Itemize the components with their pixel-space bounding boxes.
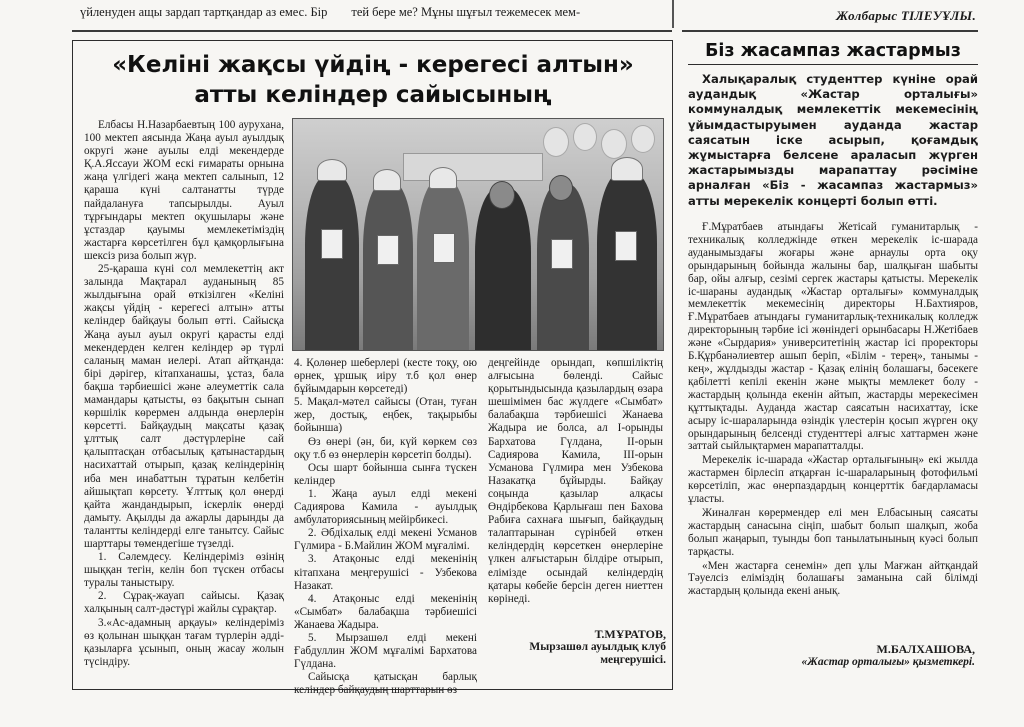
previous-article-line-2: тей бере ме? Мұны шұғыл тежемесек мем- (351, 5, 581, 19)
contestant-figure (305, 175, 359, 350)
balloon-decoration (543, 127, 569, 157)
left-article-column-3 (488, 357, 663, 606)
left-article-headline (78, 50, 668, 110)
signature-role: Мырзашөл ауылдық клуб меңгерушісі. (529, 641, 666, 666)
paragraph: Өз өнері (ән, би, күй көркем сөз оқу т.б өз өнерлерін көрсетіп болды). (294, 435, 477, 461)
column-divider (672, 0, 674, 28)
paragraph: 4. Атақоныс елді мекенінің «Сымбат» балабақша тәрбиешісі Жанаева Жадыра. (294, 592, 477, 631)
certificate (433, 233, 455, 263)
paragraph: Жиналған көрермендер елі мен Елбасының саясаты жастардың санасына сіңіп, шабыт болып шалқып, жоба болып жаңарып, туынды боп танылатынының куәсі болып тарқасты. (688, 506, 978, 558)
right-article-signature (760, 643, 975, 669)
paragraph: Мерекелік іс-шарада «Жастар орталығының» екі жылда жастармен бірлесіп атқарған іс-шараларының фотофильмі көрсетіліп, жас өнерпаздардың концерттік бағдарламасы ұласты. (688, 454, 978, 506)
contestant-hat (611, 157, 643, 181)
headline-line-1: «Келіні жақсы үйдің - керегесі алтын» (112, 52, 634, 78)
contestant-hat (429, 167, 457, 189)
contestant-hat (317, 159, 347, 181)
paragraph: 2. Сұрақ-жауап сайысы. Қазақ халқының салт-дәстүрі жайлы сұрақтар. (84, 590, 284, 616)
certificate (321, 229, 343, 259)
paragraph: 2. Әбдіхалық елді мекені Усманов Гүлмира - Б.Майлин ЖОМ мұғалімі. (294, 527, 477, 553)
paragraph: Ғ.Мұратбаев атындағы Жетісай гуманитарлық - техникалық колледжінде өткен мерекелік іс-шарада ауданымыздағы жоғары және арнаулы орта оқу орындарының бойында жалыны бар, шалқыған шабыты бар, ойы алғыр, сезімі сергек жастары қатысты. Мерекелік іс-шараны аудандық «Жастар орталығы» коммуналдық мемлекеттік мекемесінің директоры Н.Бахтияров, Ғ.Мұратбаев атындағы гуманитарлық-техникалық колледж директорының тәрбие ісі жөніндегі орынбасары Н.Жетібаев және «Сырдария» университетінің жастар ісі проректоры Б.Құрбанәлиевтер ашып беріп, «Білім - терең», танымы - кең», жұлдызды жастар - Қазақ елінің болашағы, бәсекеге қабілетті кепілі екенін және мықты мемлекет болу - жастардың қолында екенін айтып, жастарды мерекесімен құттықтады. Ауданда жастар саясатын насихаттау, іске асыру іс-шараларында өзіндік үлестерін қосып жүрген оқу орындарының белсенді студенттері алғыс хаттармен және заттай сыйлықтармен марапатталды. (688, 221, 978, 453)
stage-banner (403, 153, 543, 181)
paragraph: Осы шарт бойынша сынға түскен келіндер (294, 461, 477, 487)
balloon-decoration (631, 125, 655, 153)
previous-article-tail (80, 2, 680, 22)
contestant-head (549, 175, 573, 201)
previous-article-author: Жолбарыс ТІЛЕУҰЛЫ. (836, 8, 976, 23)
signature-name: М.БАЛХАШОВА, (876, 642, 975, 656)
signature-role: «Жастар орталығы» қызметкері. (801, 656, 975, 668)
lead-paragraph: Халықаралық студенттер күніне орай аудандық «Жастар орталығы» коммуналдық мемлекеттік мекемесінің ұйымдастыруымен ауданда жастар саясатын іске асырып, қоғамдық жұмыстарға белсене араласып жүрген жастарымызды марапаттау рәсіміне арналған «Біз - жасампаз жастармыз» атты мерекелік концерті болып өтті. (688, 72, 978, 208)
paragraph: 5. Мақал-мәтел сайысы (Отан, туған жер, достық, еңбек, тақырыбы бойынша) (294, 396, 477, 435)
paragraph: 5. Мырзашөл елді мекені Ғабдуллин ЖОМ мұғалімі Бархатова Гүлдана. (294, 631, 477, 671)
balloon-decoration (573, 123, 597, 151)
left-article-column-1 (84, 119, 284, 669)
section-rule-right (682, 30, 978, 32)
right-article-title: Біз жасампаз жастармыз (688, 40, 978, 65)
paragraph: деңгейінде орындап, көпшіліктің алғысына бөленді. Сайыс қорытындысында қазылардың өзара шешімімен бас жүлдеге «Сымбат» балабақша тәрбиешісі Жанаева Жадыра ие болса, ал І-орынды Бархатова Гүлдана, ІІ-орын Садиярова Камила, ІІІ-орын Усманова Гүлмира мен Узбекова Назакатқа бұйырды. Байқау соңында қазылар алқасы Өндірбекова Қарлығаш пен Бахова Рабиға сахнаға шығып, байқаудың талаптарынан сүрінбей өткен келіндердің көрсеткен өнерлеріне үлкен алғыстарын білдіре отырып, еліміздe осындай келіндердің қатары көбейе берсін деген ниеттен көрінеді. (488, 357, 663, 605)
paragraph: Елбасы Н.Назарбаевтың 100 аурухана, 100 мектеп аясында Жаңа ауыл ауылдық округі және ауылы елді мекендерде Қ.А.Яссауи ЖОМ ескі ғимараты орнына жаңа үлгідегі жаңа мектеп салынып, 12 қараша күні салтанатты түрде пайдалануға тапсырылды. Ауыл тұрғындары мектеп оқушылары және ұстаздар қауымы мемлекетіміздің жастарға көрсетілген бұл қамқорлығына шексіз риза болып жүр. (84, 119, 284, 262)
paragraph: 3. Атақоныс елді мекенінің кітапхана меңгерушісі - Узбекова Назакат. (294, 553, 477, 592)
balloon-decoration (601, 129, 627, 159)
contestant-head (489, 181, 515, 209)
left-article-column-2 (294, 357, 477, 697)
contestant-figure (363, 182, 413, 350)
paragraph: 1. Жаңа ауыл елді мекені Садиярова Камила - ауылдық амбулаториясының мейірбикесі. (294, 487, 477, 527)
paragraph: Сайысқа қатысқан барлық келіндер байқаудың шарттарын өз (294, 671, 477, 697)
previous-article-line-1: үйленуден ащы зардап тартқандар аз емес. Бір (80, 5, 328, 19)
certificate (377, 235, 399, 265)
right-article-body (688, 221, 978, 599)
paragraph: «Мен жастарға сенемін» деп ұлы Мағжан айтқандай Тәуелсіз еліміздің болашағы заманына сай білімді жастардың қолында екені анық. (688, 559, 978, 598)
headline-line-2: атты келіндер сайысының (194, 82, 552, 108)
paragraph: 4. Қолөнер шеберлері (кесте тоқу, ою өрнек, ұршық иіру т.б қол өнер бұйымдарын көрсетеді) (294, 357, 477, 396)
signature-name: Т.МҰРАТОВ, (594, 627, 666, 641)
certificate (551, 239, 573, 269)
left-article-signature (508, 628, 666, 667)
contestant-figure (475, 188, 531, 350)
contestant-hat (373, 169, 401, 191)
right-article-lead (688, 72, 978, 209)
paragraph: 1. Сәлемдесу. Келіндеріміз өзінің шыққан тегін, келін боп түскен отбасы туралы таныстыру. (84, 551, 284, 590)
contestant-figure (417, 180, 469, 350)
article-photo-contestants (292, 118, 664, 351)
certificate (615, 231, 637, 261)
paragraph: 25-қараша күні сол мемлекеттің акт залында Мақтарал ауданының 85 жылдығына орай өткізілген «Келіні жақсы үйдің - керегесі алтын» атты келіндер байқауы болып өтті. Сайысқа Жаңа ауыл ауыл округі қарасты елді мекендерден келген келіндер әр түрлі саланың маман иелері. Атап айтқанда: бірі дәрігер, кітапханашы, ұстаз, бала бақша тәрбиешісі және әлеуметтік сала мамандары қатысты, өз бақытын сынап көршілік көрермен алдында өнерлерін көрсетті. Байқаудың мақсаты қазақ ұлттық салт дәстүрлеріне сай қалыптасқан отбасылық қатынастардың насихаттай отырып, қазақ келіндерінің иба мен инабаттын тұратын келбетін айшықтап көрсету. Ұлттық қол өнерді қайта жандандырып, іскерлік өнерді дамыту. Ақылды да ажарлы дарынды да талантты келіндерді елге танытсу. Сайыс шарттары төмендегіше түзелді. (84, 263, 284, 550)
section-rule-left (72, 30, 672, 32)
paragraph: 3.«Ас-адамның арқауы» келіндеріміз өз қолынан шыққан тағам түрлерін әдді-қазыларға ұсынып, оның жасау жолын түсіндіру. (84, 616, 284, 668)
contestant-figure (597, 172, 657, 350)
